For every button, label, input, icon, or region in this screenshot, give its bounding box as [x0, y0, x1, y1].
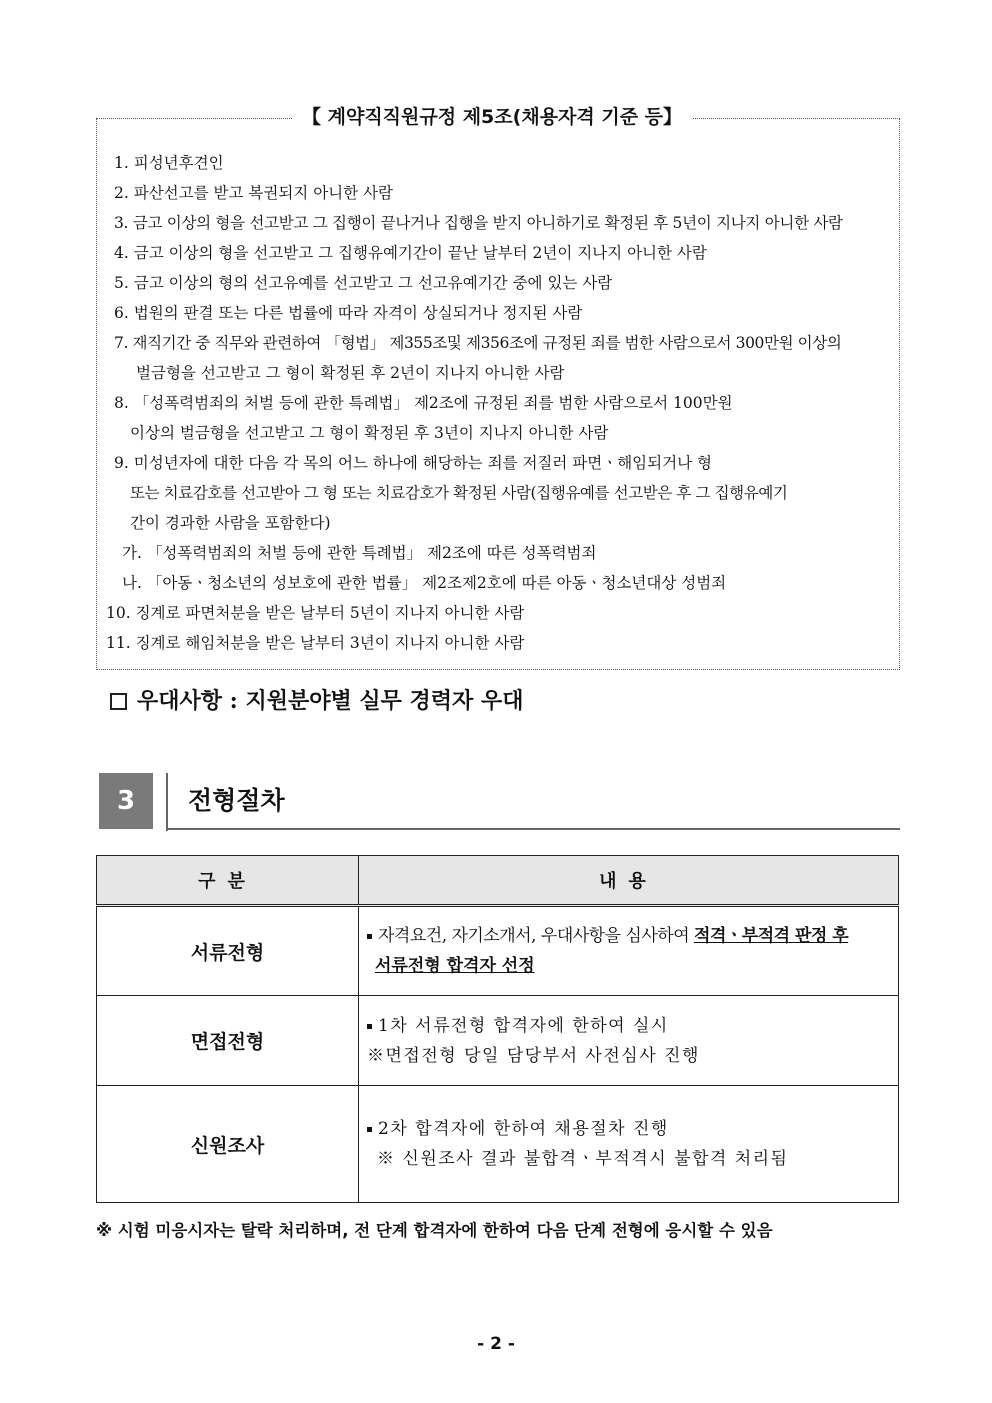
- table-header-row: [97, 856, 899, 906]
- regulation-item-continued: 이상의 벌금형을 선고받고 그 형이 확정된 후 3년이 지나지 아니한 사람: [130, 424, 609, 442]
- table-row: [97, 996, 899, 1086]
- regulation-subitem: 나. 「아동ㆍ청소년의 성보호에 관한 법률」 제2조제2호에 따른 아동ㆍ청소년대상 성범죄: [122, 574, 727, 592]
- preference-line: [110, 684, 523, 718]
- regulation-item: 10. 징계로 파면처분을 받은 날부터 5년이 지나지 아니한 사람: [106, 604, 525, 622]
- page-number: - 2 -: [477, 1334, 515, 1354]
- row-content: [359, 996, 899, 1086]
- exam-notice: ※ 시험 미응시자는 탈락 처리하며, 전 단계 합격자에 한하여 다음 단계 전형에 응시할 수 있음: [96, 1221, 773, 1240]
- section-number: 3: [99, 773, 153, 829]
- row-category: 서류전형: [97, 906, 359, 996]
- content-emphasis: 적격ㆍ부적격 판정 후: [694, 926, 849, 946]
- regulation-item: 3. 금고 이상의 형을 선고받고 그 집행이 끝나거나 집행을 받지 아니하기로 확정된 후 5년이 지나지 아니한 사람: [114, 214, 843, 232]
- bullet-icon: [367, 934, 372, 939]
- regulation-item: 1. 피성년후견인: [114, 154, 224, 172]
- table-row: [97, 1086, 899, 1203]
- content-note: ※ 신원조사 결과 불합격ㆍ부적격시 불합격 처리됨: [377, 1149, 789, 1169]
- checkbox-icon: [110, 693, 127, 710]
- content-text: 자격요건, 자기소개서, 우대사항을 심사하여: [378, 926, 695, 946]
- row-category: 면접전형: [97, 996, 359, 1086]
- section-title: 전형절차: [188, 786, 285, 815]
- content-text: 2차 합격자에 한하여 채용절차 진행: [378, 1119, 669, 1139]
- regulation-item: 4. 금고 이상의 형을 선고받고 그 집행유예기간이 끝난 날부터 2년이 지나지 아니한 사람: [114, 244, 707, 262]
- header-content: 내용: [359, 856, 899, 906]
- section-underline: [166, 828, 900, 830]
- bullet-icon: [367, 1024, 372, 1029]
- selection-procedure-table: [96, 855, 899, 1203]
- content-note: ※면접전형 당일 담당부서 사전심사 진행: [367, 1045, 700, 1066]
- content-emphasis: 서류전형 합격자 선정: [375, 956, 535, 976]
- regulation-item: 11. 징계로 해임처분을 받은 날부터 3년이 지나지 아니한 사람: [106, 634, 525, 652]
- header-category: 구분: [97, 856, 359, 906]
- content-text: 1차 서류전형 합격자에 한하여 실시: [378, 1015, 669, 1036]
- table-row: [97, 906, 899, 996]
- regulation-item: 5. 금고 이상의 형의 선고유예를 선고받고 그 선고유예기간 중에 있는 사람: [114, 274, 613, 292]
- regulation-item: 6. 법원의 판결 또는 다른 법률에 따라 자격이 상실되거나 정지된 사람: [114, 304, 583, 322]
- regulation-subitem: 가. 「성폭력범죄의 처벌 등에 관한 특례법」 제2조에 따른 성폭력범죄: [122, 544, 597, 562]
- regulation-item: 7. 재직기간 중 직무와 관련하여 「형법」 제355조및 제356조에 규정된 죄를 범한 사람으로서 300만원 이상의: [114, 334, 842, 352]
- section-divider: [166, 773, 168, 831]
- preference-text: 우대사항 : 지원분야별 실무 경력자 우대: [137, 688, 524, 714]
- regulation-item-continued: 또는 치료감호를 선고받아 그 형 또는 치료감호가 확정된 사람(집행유예를 선고받은 후 그 집행유예기: [130, 484, 788, 502]
- regulation-item-continued: 벌금형을 선고받고 그 형이 확정된 후 2년이 지나지 아니한 사람: [136, 364, 565, 382]
- regulation-item: 9. 미성년자에 대한 다음 각 목의 어느 하나에 해당하는 죄를 저질러 파면ㆍ해임되거나 형: [114, 454, 712, 472]
- row-category: 신원조사: [97, 1086, 359, 1203]
- bullet-icon: [367, 1127, 372, 1132]
- regulation-title: 【 계약직직원규정 제5조(채용자격 기준 등】: [292, 102, 692, 132]
- regulation-item-continued: 간이 경과한 사람을 포함한다): [130, 514, 331, 532]
- row-content: [359, 1086, 899, 1203]
- regulation-item: 8. 「성폭력범죄의 처벌 등에 관한 특례법」 제2조에 규정된 죄를 범한 사람으로서 100만원: [114, 394, 733, 412]
- regulation-item: 2. 파산선고를 받고 복권되지 아니한 사람: [114, 184, 393, 202]
- row-content: [359, 906, 899, 996]
